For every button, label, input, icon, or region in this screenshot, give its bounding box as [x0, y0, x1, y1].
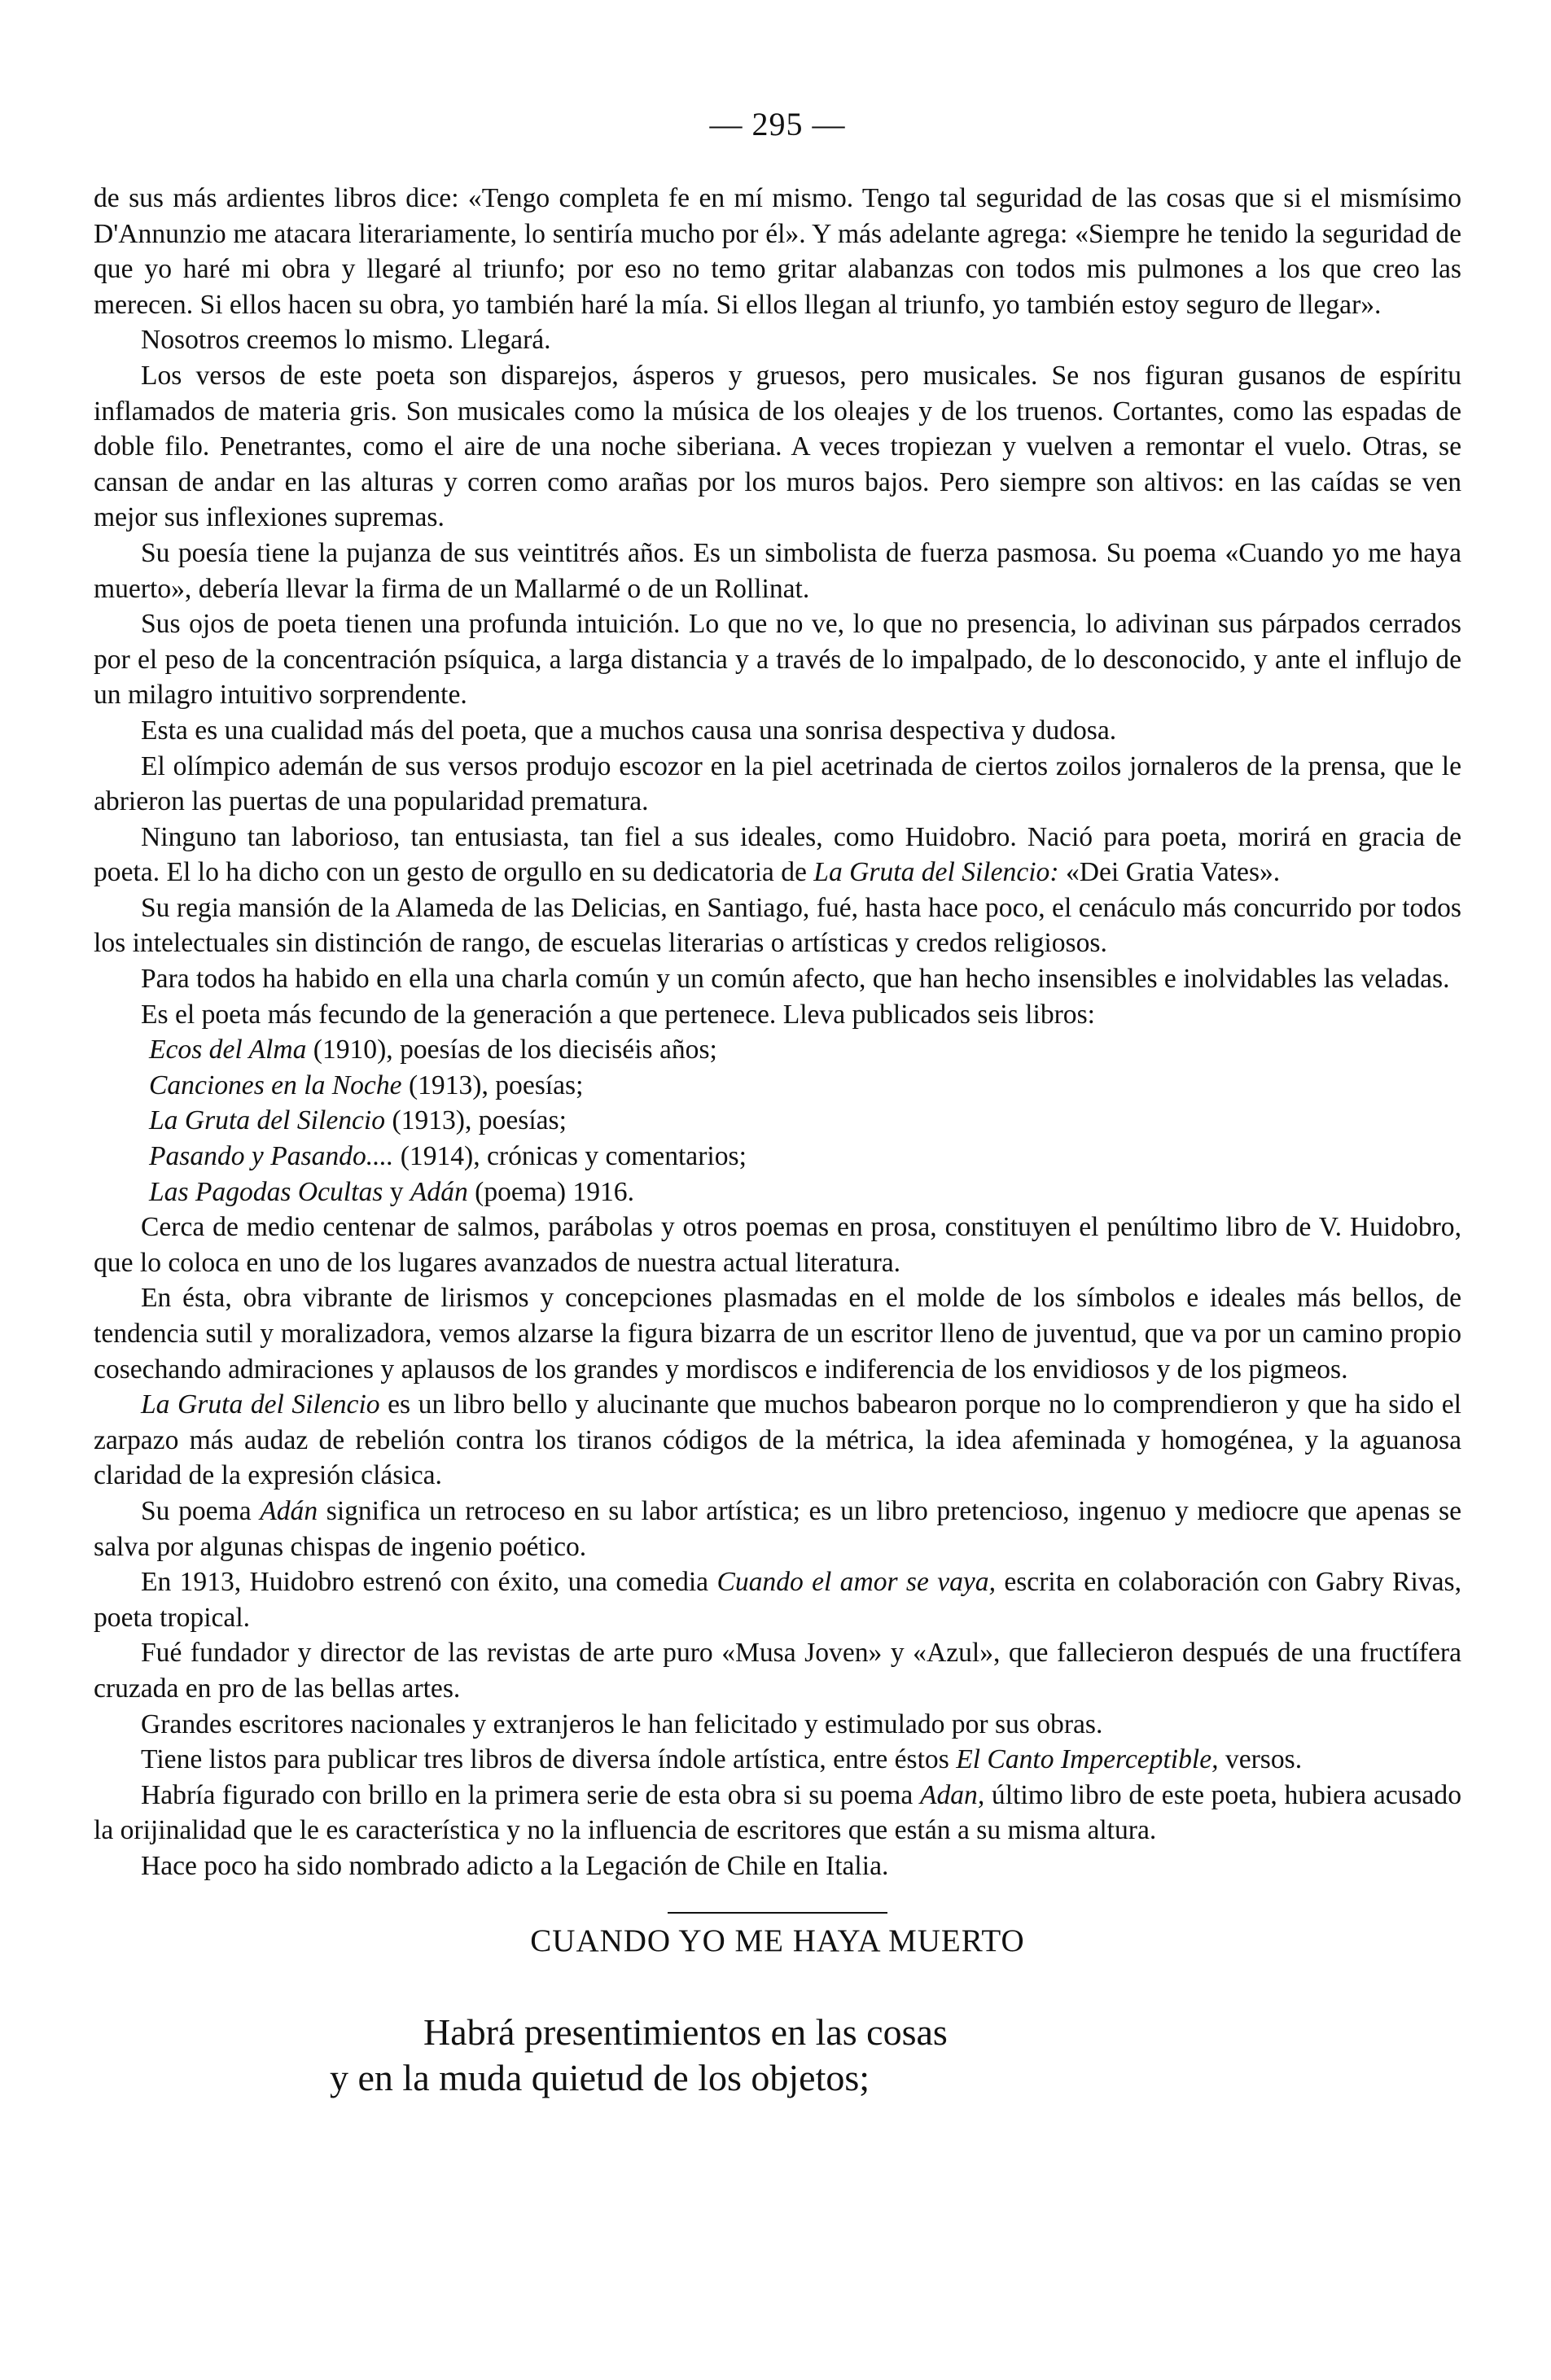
text-run: es un libro bello y alucinante que muchos babearon porque no lo comprendieron y que ha sido el zarpazo más audaz de rebelión contra los tiranos códigos de la métrica, la idea afeminada y homogénea, y la aguanosa claridad de la expresión clásica. — [94, 1389, 1461, 1491]
paragraph — [94, 1210, 1461, 1280]
italic-title: La Gruta del Silencio — [149, 1105, 386, 1136]
text-run: escrita en colaboración con Gabry Rivas, poeta tropical. — [94, 1567, 1461, 1633]
paragraph — [94, 358, 1461, 536]
italic-title: La Gruta del Silencio: — [813, 857, 1059, 888]
text-run: Hace poco ha sido nombrado adicto a la Legación de Chile en Italia. — [141, 1850, 889, 1881]
paragraph — [94, 1494, 1461, 1564]
italic-title: Ecos del Alma — [149, 1035, 307, 1065]
paragraph — [94, 181, 1461, 322]
italic-title: Adán — [260, 1495, 318, 1526]
text-run: Su poesía tiene la pujanza de sus veintitrés años. Es un simbolista de fuerza pasmosa. Su poema «Cuando yo me haya muerto», debería llevar la firma de un Mallarmé o de un Rollinat. — [94, 537, 1461, 604]
paragraph — [94, 961, 1461, 997]
italic-title: Adán — [410, 1176, 468, 1207]
text-run: Nosotros creemos lo mismo. Llegará. — [141, 325, 551, 356]
book-list-item — [94, 1032, 1461, 1068]
paragraph — [94, 749, 1461, 820]
poem-title: CUANDO YO ME HAYA MUERTO — [530, 1923, 1025, 1958]
paragraph — [94, 1778, 1461, 1848]
italic-title: Cuando el amor se vaya, — [716, 1567, 996, 1598]
paragraph — [94, 1564, 1461, 1635]
section-divider — [668, 1912, 887, 1914]
text-run: y — [383, 1176, 410, 1207]
text-run: (1913), poesías; — [385, 1105, 567, 1136]
book-list-item — [94, 1175, 1461, 1210]
text-run: (1913), poesías; — [401, 1070, 584, 1100]
italic-title: Canciones en la Noche — [149, 1070, 402, 1100]
text-run: En 1913, Huidobro estrenó con éxito, una comedia — [141, 1567, 717, 1598]
poem-line: Habrá presentimientos en las cosas — [423, 2010, 948, 2053]
poem-excerpt — [330, 2010, 1461, 2101]
text-run: Fué fundador y director de las revistas de arte puro «Musa Joven» y «Azul», que fallecieron después de una fructífera cruzada en pro de las bellas artes. — [94, 1638, 1461, 1704]
book-list-item — [94, 1103, 1461, 1139]
text-run: Su regia mansión de la Alameda de las Delicias, en Santiago, fué, hasta hace poco, el cenáculo más concurrido por todos los intelectuales sin distinción de rango, de escuelas literarias o artísticas y credos religiosos. — [94, 892, 1461, 959]
paragraph — [94, 322, 1461, 358]
page-number: — 295 — — [709, 106, 846, 142]
text-run: último libro de este poeta, hubiera acusado la orijinalidad que le es característica y no la influencia de escritores que están a su misma altura. — [94, 1779, 1461, 1846]
italic-title: Pasando y Pasando.... — [149, 1141, 394, 1172]
text-run: Cerca de medio centenar de salmos, parábolas y otros poemas en prosa, constituyen el penúltimo libro de V. Huidobro, que lo coloca en uno de los lugares avanzados de nuestra actual literatura. — [94, 1212, 1461, 1278]
text-run: Grandes escritores nacionales y extranjeros le han felicitado y estimulado por sus obras. — [141, 1708, 1103, 1739]
text-run: de sus más ardientes libros dice: «Tengo completa fe en mí mismo. Tengo tal seguridad de las cosas que si el mismísimo D'Annunzio me atacara literariamente, lo sentiría mucho por él». Y más adelante agrega: «Siempre he tenido la seguridad de que yo haré mi obra y llegaré al triunfo; por eso no temo gritar alabanzas con todos mis pulmones a los que creo las merecen. Si ellos hacen su obra, yo también haré la mía. Si ellos llegan al triunfo, yo también estoy seguro de llegar». — [94, 183, 1461, 320]
text-run: Para todos ha habido en ella una charla común y un común afecto, que han hecho insensibles e inolvidables las veladas. — [141, 964, 1450, 995]
paragraph — [94, 1707, 1461, 1743]
text-run: (1910), poesías de los dieciséis años; — [306, 1035, 717, 1065]
book-list-item — [94, 1139, 1461, 1175]
italic-title: Las Pagodas Ocultas — [149, 1176, 383, 1207]
text-run: (1914), crónicas y comentarios; — [393, 1141, 747, 1172]
text-run: Habría figurado con brillo en la primera serie de esta obra si su poema — [141, 1779, 920, 1810]
text-run: Sus ojos de poeta tienen una profunda intuición. Lo que no ve, lo que no presencia, lo adivinan sus párpados cerrados por el peso de la concentración psíquica, a larga distancia y a través de lo impalpado, de lo desconocido, y ante el influjo de un milagro intuitivo sorprendente. — [94, 609, 1461, 711]
italic-title: El Canto Imperceptible, — [956, 1744, 1219, 1775]
text-run: Tiene listos para publicar tres libros de diversa índole artística, entre éstos — [141, 1744, 957, 1775]
paragraph — [94, 820, 1461, 890]
text-run: Los versos de este poeta son disparejos, ásperos y gruesos, pero musicales. Se nos figuran gusanos de espíritu inflamados de materia gris. Son musicales como la música de los oleajes y de los truenos. Cortantes, como las espadas de doble filo. Penetrantes, como el aire de una noche siberiana. A veces tropiezan y vuelven a remontar el vuelo. Otras, se cansan de andar en las alturas y corren como arañas por los muros bajos. Pero siempre son altivos: en las caídas se ven mejor sus inflexiones supremas. — [94, 360, 1461, 533]
text-run: Ninguno tan laborioso, tan entusiasta, tan fiel a sus ideales, como Huidobro. Nació para poeta, morirá en gracia de poeta. El lo ha dicho con un gesto de orgullo en su dedicatoria de — [94, 821, 1461, 888]
text-run: versos. — [1218, 1744, 1303, 1775]
text-run: Su poema — [141, 1495, 261, 1526]
text-run: En ésta, obra vibrante de lirismos y concepciones plasmadas en el molde de los símbolos e ideales más bellos, de tendencia sutil y moralizadora, vemos alzarse la figura bizarra de un escritor lleno de juventud, que va por un camino propio cosechando admiraciones y aplausos de los grandes y mordiscos e indiferencia de los envidiosos y de los pigmeos. — [94, 1283, 1461, 1385]
paragraph — [94, 1387, 1461, 1494]
paragraph — [94, 1635, 1461, 1706]
text-run: Esta es una cualidad más del poeta, que a muchos causa una sonrisa despectiva y dudosa. — [141, 715, 1117, 746]
paragraph — [94, 890, 1461, 961]
paragraph — [94, 606, 1461, 713]
paragraph — [94, 997, 1461, 1033]
article-body — [94, 181, 1461, 1884]
text-run: Es el poeta más fecundo de la generación a que pertenece. Lleva publicados seis libros: — [141, 999, 1095, 1030]
italic-title: Adan, — [919, 1779, 985, 1810]
text-run: (poema) 1916. — [467, 1176, 634, 1207]
paragraph — [94, 713, 1461, 749]
text-run: El olímpico ademán de sus versos produjo escozor en la piel acetrinada de ciertos zoilos jornaleros de la prensa, que le abrieron las puertas de una popularidad prematura. — [94, 750, 1461, 817]
text-run: significa un retroceso en su labor artística; es un libro pretencioso, ingenuo y mediocre que apenas se salva por algunas chispas de ingenio poético. — [94, 1495, 1461, 1562]
text-run: «Dei Gratia Vates». — [1058, 857, 1281, 888]
paragraph — [94, 1848, 1461, 1884]
paragraph — [94, 1742, 1461, 1778]
paragraph — [94, 536, 1461, 606]
book-list-item — [94, 1068, 1461, 1104]
paragraph — [94, 1280, 1461, 1387]
poem-line: y en la muda quietud de los objetos; — [330, 2056, 870, 2098]
italic-title: La Gruta del Silencio — [141, 1389, 380, 1420]
